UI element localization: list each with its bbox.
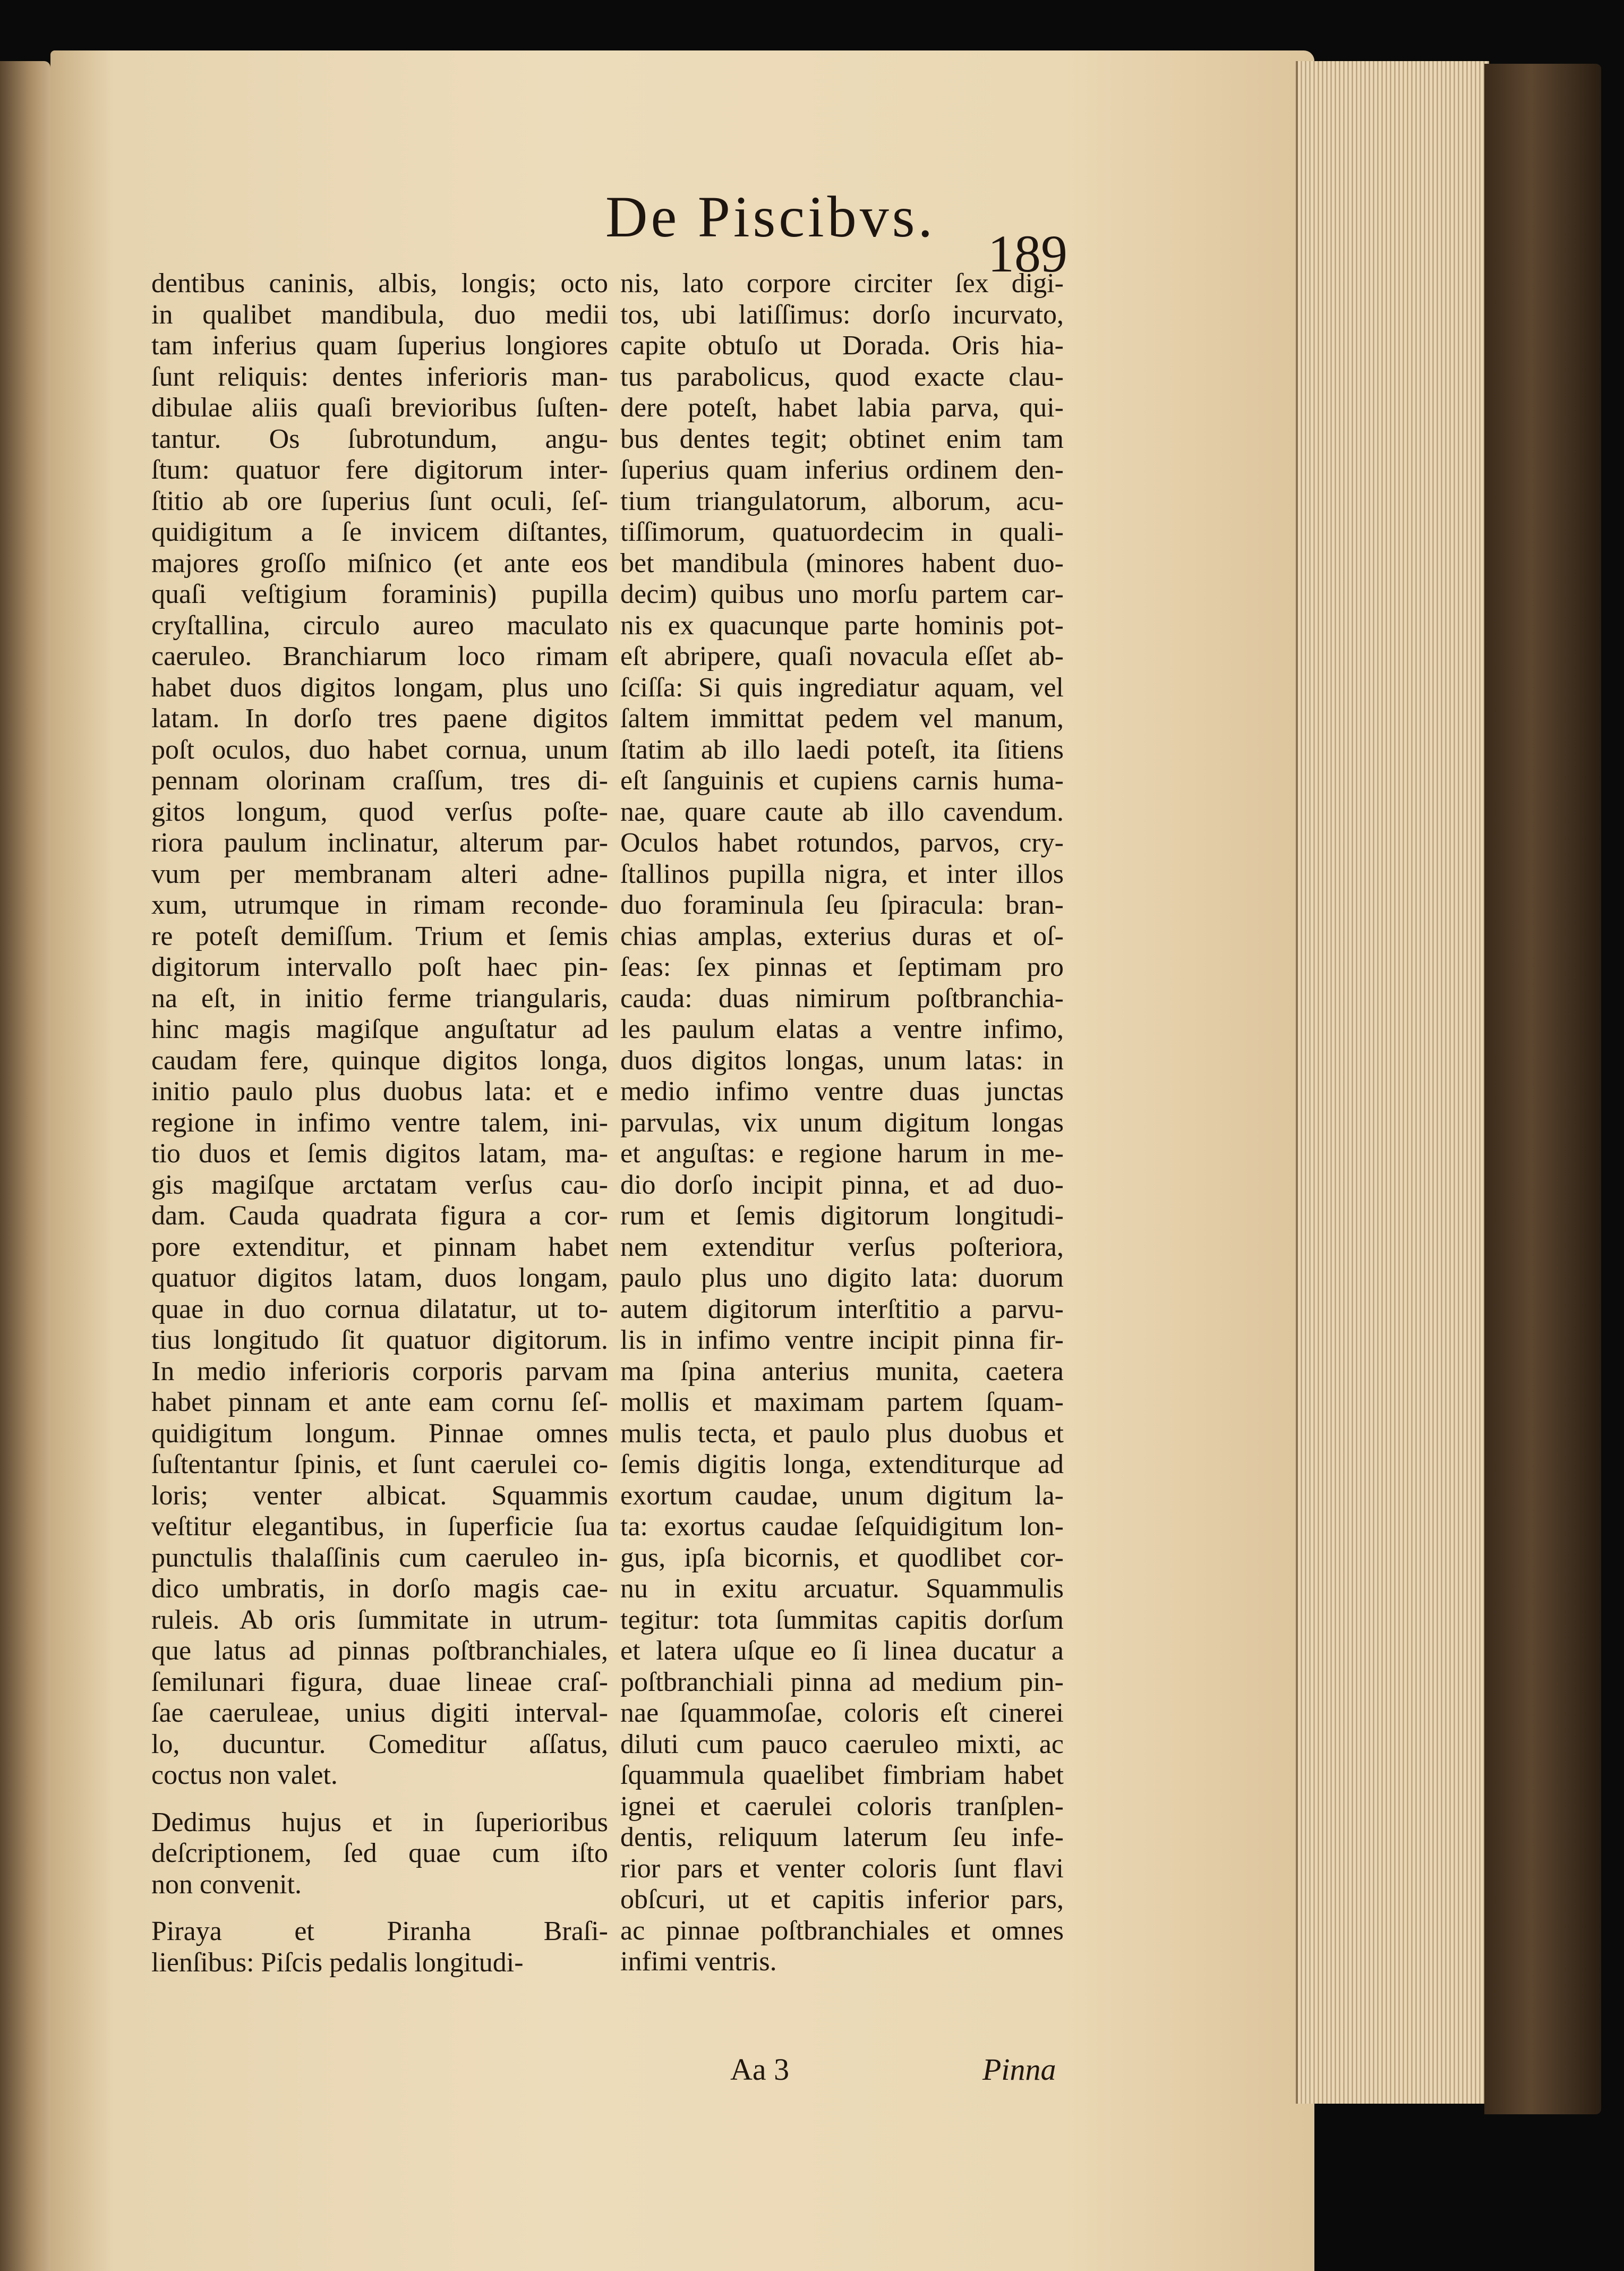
text-line: ſtatim ab illo laedi poteſt, ita ſitiens <box>620 734 1064 765</box>
text-line: que latus ad pinnas poſtbranchiales, <box>151 1636 608 1666</box>
text-line: caudam fere, quinque digitos longa, <box>151 1045 608 1076</box>
text-line: re poteſt demiſſum. Trium et ſemis <box>151 921 608 951</box>
text-line: nu in exitu arcuatur. Squammulis <box>620 1573 1064 1604</box>
text-line: ruleis. Ab oris ſummitate in utrum- <box>151 1604 608 1635</box>
text-line: dam. Cauda quadrata figura a cor- <box>151 1201 608 1231</box>
text-line: parvulas, vix unum digitum longas <box>620 1107 1064 1138</box>
text-line: Piraya et Piranha Braſi- <box>151 1916 608 1946</box>
text-line: ſtitio ab ore ſuperius ſunt oculi, ſeſ- <box>151 486 608 516</box>
text-line: decim) quibus uno morſu partem car- <box>620 579 1064 609</box>
text-line: mulis tecta, et paulo plus duobus et <box>620 1418 1064 1449</box>
signature-mark: Aa 3 <box>730 2052 790 2087</box>
text-line: quidigitum a ſe invicem diſtantes, <box>151 517 608 547</box>
text-line: dico umbratis, in dorſo magis cae- <box>151 1573 608 1604</box>
text-line: tiſſimorum, quatuordecim in quali- <box>620 517 1064 547</box>
catchword: Pinna <box>982 2052 1056 2087</box>
text-line: latam. In dorſo tres paene digitos <box>151 703 608 734</box>
text-line: duos digitos longas, unum latas: in <box>620 1045 1064 1076</box>
text-line: ſquammula quaelibet fimbriam habet <box>620 1760 1064 1790</box>
text-line: ma ſpina anterius munita, caetera <box>620 1356 1064 1387</box>
text-line: ſuſtentantur ſpinis, et ſunt caerulei co- <box>151 1449 608 1479</box>
text-line: ſeas: ſex pinnas et ſeptimam pro <box>620 952 1064 982</box>
text-line: coctus non valet. <box>151 1760 338 1790</box>
text-column-right <box>620 268 1064 1978</box>
text-line: nae, quare caute ab illo cavendum. <box>620 796 1064 827</box>
text-line: tius longitudo ſit quatuor digitorum. <box>151 1325 608 1355</box>
text-line: habet duos digitos longam, plus uno <box>151 672 608 703</box>
leather-binding <box>1484 64 1601 2114</box>
text-line: ſuperius quam inferius ordinem den- <box>620 455 1064 485</box>
text-line: bus dentes tegit; obtinet enim tam <box>620 423 1064 454</box>
text-line: cauda: duas nimirum poſtbranchia- <box>620 983 1064 1014</box>
text-line: quae in duo cornua dilatatur, ut to- <box>151 1294 608 1324</box>
text-line: majores groſſo miſnico (et ante eos <box>151 548 608 579</box>
text-line: infimi ventris. <box>620 1946 777 1977</box>
text-line: habet pinnam et ante eam cornu ſeſ- <box>151 1387 608 1417</box>
text-line: mollis et maximam partem ſquam- <box>620 1387 1064 1417</box>
text-line: ſae caeruleae, unius digiti interval- <box>151 1698 608 1728</box>
running-head: De Piscibvs. <box>605 184 936 249</box>
text-line: na eſt, in initio ferme triangularis, <box>151 983 608 1014</box>
text-line: duo foraminula ſeu ſpiracula: bran- <box>620 890 1064 920</box>
text-line: nae ſquammoſae, coloris eſt cinerei <box>620 1698 1064 1728</box>
text-line: capite obtuſo ut Dorada. Oris hia- <box>620 330 1064 361</box>
text-line: ſemis digitis longa, extenditurque ad <box>620 1449 1064 1479</box>
facing-page-edge <box>0 61 50 2271</box>
text-line: poſtbranchiali pinna ad medium pin- <box>620 1666 1064 1697</box>
text-line: poſt oculos, duo habet cornua, unum <box>151 734 608 765</box>
text-line: quatuor digitos latam, duos longam, <box>151 1263 608 1293</box>
text-line: exortum caudae, unum digitum la- <box>620 1480 1064 1511</box>
text-line: xum, utrumque in rimam reconde- <box>151 890 608 920</box>
text-line: veſtitur elegantibus, in ſuperficie ſua <box>151 1511 608 1542</box>
text-line: caeruleo. Branchiarum loco rimam <box>151 641 608 671</box>
text-line: cryſtallina, circulo aureo maculato <box>151 610 608 641</box>
text-line: diluti cum pauco caeruleo mixti, ac <box>620 1729 1064 1759</box>
text-line: gis magiſque arctatam verſus cau- <box>151 1169 608 1200</box>
text-line: tegitur: tota ſummitas capitis dorſum <box>620 1604 1064 1635</box>
text-line: in qualibet mandibula, duo medii <box>151 299 608 330</box>
text-line: punctulis thalaſſinis cum caeruleo in- <box>151 1542 608 1573</box>
text-line: quidigitum longum. Pinnae omnes <box>151 1418 608 1449</box>
text-line: ac pinnae poſtbranchiales et omnes <box>620 1915 1064 1946</box>
text-line: dibulae aliis quaſi brevioribus ſuſten- <box>151 393 608 423</box>
text-line: tam inferius quam ſuperius longiores <box>151 330 608 361</box>
text-line: hinc magis magiſque anguſtatur ad <box>151 1014 608 1044</box>
text-line: ſtum: quatuor fere digitorum inter- <box>151 455 608 485</box>
text-line: digitorum intervallo poſt haec pin- <box>151 952 608 982</box>
text-line: nem extenditur verſus poſteriora, <box>620 1231 1064 1262</box>
text-line: loris; venter albicat. Squammis <box>151 1480 608 1511</box>
text-line: gus, ipſa bicornis, et quodlibet cor- <box>620 1542 1064 1573</box>
text-line: obſcuri, ut et capitis inferior pars, <box>620 1884 1064 1915</box>
text-line: initio paulo plus duobus lata: et e <box>151 1076 608 1107</box>
text-line: ignei et caerulei coloris tranſplen- <box>620 1791 1064 1822</box>
paragraph-gap <box>151 1791 608 1807</box>
text-line: les paulum elatas a ventre infimo, <box>620 1014 1064 1044</box>
text-column-left <box>151 268 608 1978</box>
text-line: et anguſtas: e regione harum in me- <box>620 1138 1064 1169</box>
text-line: gitos longum, quod verſus poſte- <box>151 796 608 827</box>
text-line: ſaltem immittat pedem vel manum, <box>620 703 1064 734</box>
text-line: dere poteſt, habet labia parva, qui- <box>620 393 1064 423</box>
text-line: non convenit. <box>151 1869 302 1900</box>
text-line: lo, ducuntur. Comeditur aſſatus, <box>151 1729 608 1759</box>
text-line: quaſi veſtigium foraminis) pupilla <box>151 579 608 609</box>
text-line: nis ex quacunque parte hominis pot- <box>620 610 1064 641</box>
text-line: lis in infimo ventre incipit pinna fir- <box>620 1325 1064 1355</box>
text-line: dentibus caninis, albis, longis; octo <box>151 268 608 299</box>
text-line: tantur. Os ſubrotundum, angu- <box>151 423 608 454</box>
text-line: ſtallinos pupilla nigra, et inter illos <box>620 858 1064 889</box>
text-line: bet mandibula (minores habent duo- <box>620 548 1064 579</box>
text-line: chias amplas, exterius duras et oſ- <box>620 921 1064 951</box>
text-line: tus parabolicus, quod exacte clau- <box>620 361 1064 392</box>
text-line: regione in infimo ventre talem, ini- <box>151 1107 608 1138</box>
text-line: medio infimo ventre duas junctas <box>620 1076 1064 1107</box>
text-line: dio dorſo incipit pinna, et ad duo- <box>620 1169 1064 1200</box>
text-line: tio duos et ſemis digitos latam, ma- <box>151 1138 608 1169</box>
text-line: nis, lato corpore circiter ſex digi- <box>620 268 1064 299</box>
paragraph-gap <box>151 1900 608 1916</box>
text-line: Oculos habet rotundos, parvos, cry- <box>620 828 1064 858</box>
text-line: ſemilunari figura, duae lineae craſ- <box>151 1666 608 1697</box>
text-line: pore extenditur, et pinnam habet <box>151 1231 608 1262</box>
text-line: tium triangulatorum, alborum, acu- <box>620 486 1064 516</box>
text-line: eſt ſanguinis et cupiens carnis huma- <box>620 765 1064 796</box>
text-line: ſciſſa: Si quis ingrediatur aquam, vel <box>620 672 1064 703</box>
page-fore-edge <box>1296 61 1489 2104</box>
text-line: tos, ubi latiſſimus: dorſo incurvato, <box>620 299 1064 330</box>
text-line: lienſibus: Piſcis pedalis longitudi- <box>151 1947 524 1978</box>
text-line: autem digitorum interſtitio a parvu- <box>620 1294 1064 1324</box>
text-line: In medio inferioris corporis parvam <box>151 1356 608 1387</box>
text-line: riora paulum inclinatur, alterum par- <box>151 828 608 858</box>
text-line: ta: exortus caudae ſeſquidigitum lon- <box>620 1511 1064 1542</box>
text-line: Dedimus hujus et in ſuperioribus <box>151 1807 608 1838</box>
text-line: deſcriptionem, ſed quae cum iſto <box>151 1838 608 1868</box>
text-line: vum per membranam alteri adne- <box>151 858 608 889</box>
text-line: rum et ſemis digitorum longitudi- <box>620 1201 1064 1231</box>
page-number: 189 <box>988 224 1067 283</box>
text-line: ſunt reliquis: dentes inferioris man- <box>151 361 608 392</box>
text-line: eſt abripere, quaſi novacula eſſet ab- <box>620 641 1064 671</box>
text-line: paulo plus uno digito lata: duorum <box>620 1263 1064 1293</box>
text-line: rior pars et venter coloris ſunt flavi <box>620 1853 1064 1884</box>
text-line: dentis, reliquum laterum ſeu infe- <box>620 1822 1064 1852</box>
text-line: et latera uſque eo ſi linea ducatur a <box>620 1636 1064 1666</box>
text-line: pennam olorinam craſſum, tres di- <box>151 765 608 796</box>
